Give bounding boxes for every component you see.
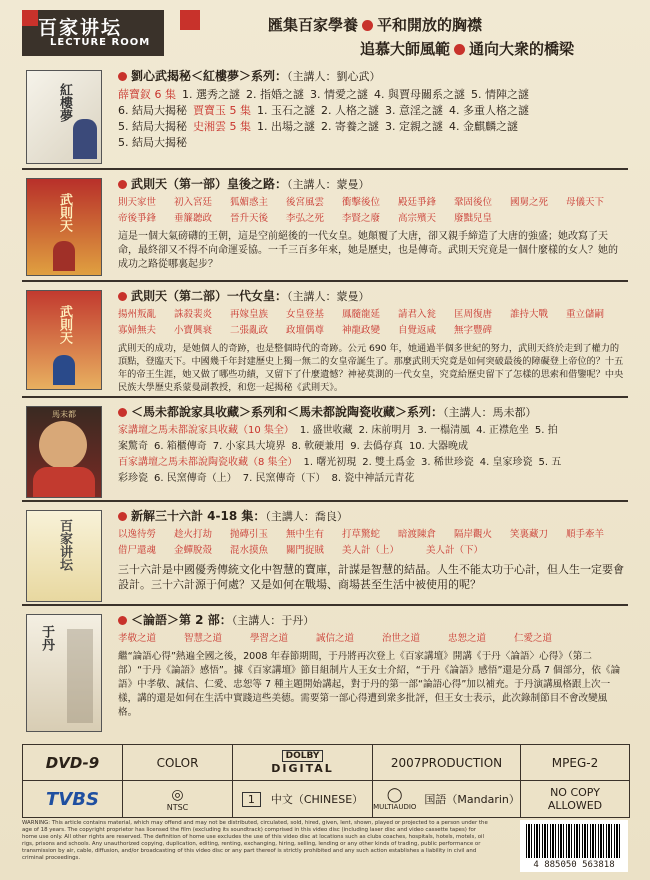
section-wuzetian-2 <box>22 284 628 398</box>
section-title: 劉心武揭秘＜紅樓夢＞系列：（主講人：劉心武） <box>118 68 624 85</box>
cover-thumbnail: 于丹 <box>26 614 102 732</box>
logo-red-square-right <box>180 10 200 30</box>
section-title: ＜馬未都說家具收藏＞系列和＜馬未都說陶瓷收藏＞系列：（主講人：馬未都） <box>118 404 624 421</box>
logo-subtitle: LECTURE ROOM <box>50 37 151 48</box>
episode-grid: 以逸待勞 趁火打劫 抛磚引玉 無中生有 打草驚蛇 暗渡陳倉 隔岸觀火 笑裏藏刀 順手牽羊 借尸還魂 金蟬脫殼 混水摸魚 關門捉賊 美人計（上） 美人計（下） <box>118 529 605 556</box>
episode-row: 5. 結局大揭秘 史湘雲 5 集 1. 出場之謎 2. 寄養之謎 3. 定親之謎 4. 金麒麟之謎 <box>118 120 518 133</box>
episode-row: 彩珍瓷 6. 民窯傳奇（上） 7. 民窯傳奇（下） 8. 瓷中神話元青花 <box>118 473 415 484</box>
section-title: 武則天（第一部）皇後之路：（主講人：蒙曼） <box>118 176 624 193</box>
mpeg-label: MPEG-2 <box>521 745 629 781</box>
section-hongloumeng <box>22 64 628 170</box>
slogan-line-1: 匯集百家學養 平和開放的胸襟 <box>268 16 483 34</box>
portrait-figure <box>53 355 75 385</box>
bullet-dot-icon <box>118 72 127 81</box>
audio-language: ◯ MULTIAUDIO 国語（Mandarin） <box>373 781 521 817</box>
portrait-figure <box>73 119 97 159</box>
cover-thumbnail: 馬未都 <box>26 406 102 498</box>
copyright-warning: WARNING: This article contains material, which may offend and may not be distributed, circulated, sold, hired, given, lent, shown, played or projected to a person under the age of 18 years. The copyright proprietor has licensed the film (excluding its soundtrack) comprised in this video disc (including laser disc and video cassette tapes) for home use only. All other rights are reserved. The definition of home use excludes the use of this video disc at locations such as clubs coaches, hospitals, hotels, motels, oil rigs, prisons and schools. Any unauthorized copying, duplication, editing, renting, exchanging, hiring, selling, lending or any other kinds of trading, public performance or transmission by air, cable, diffusion, and/or broadcasting of this video disc or any part thereof is strictly prohibited and any such action establishes a liability in civil and criminal proceedings. <box>22 820 488 861</box>
portrait-body <box>33 467 95 497</box>
section-description: 這是一個大氣磅礴的王朝，這是空前絕後的一代女皇。她顛覆了大唐，卻又親手締造了大唐的強盛；她改寫了天命，最終卻又不得不向命運妥協。一千三百多年來，她是歷史，也是傳奇。武則天究竟是一個什麼樣的女人？她的成功之路從哪裏起步？ <box>118 231 618 270</box>
section-title: 新解三十六計 4-18 集：（主講人：喬良） <box>118 508 624 525</box>
section-content <box>118 404 624 487</box>
bullet-dot-icon <box>454 44 465 55</box>
section-content <box>118 176 624 272</box>
multiaudio-icon: ◯ MULTIAUDIO <box>373 787 417 811</box>
barcode <box>520 820 628 872</box>
cover-thumbnail: 武則天 <box>26 290 102 390</box>
barcode-bars <box>526 824 622 858</box>
episode-row: 家講壇之馬未都說家具收藏（10 集全） 1. 盛世收藏 2. 床前明月 3. 一榻清風 4. 正襟危坐 5. 拍 <box>118 425 558 436</box>
region-icon: 1 <box>242 792 261 807</box>
region-language: 1 中文（CHINESE） <box>233 781 373 817</box>
dvd9-logo: DVD-9 <box>23 745 123 781</box>
cover-thumbnail: 武則天 <box>26 178 102 276</box>
episode-row: 百家講壇之馬未都說陶瓷收藏（8 集全） 1. 曙光初現 2. 雙土爲金 3. 稀世珍瓷 4. 皇家珍瓷 5. 五 <box>118 457 562 468</box>
bullet-dot-icon <box>118 616 127 625</box>
section-content <box>118 68 624 151</box>
section-content <box>118 612 624 720</box>
episode-row: 6. 結局大揭秘 賈寶玉 5 集 1. 玉石之謎 2. 人格之謎 3. 意淫之謎 4. 多重人格之謎 <box>118 104 529 117</box>
section-title: 武則天（第二部）一代女皇：（主講人：蒙曼） <box>118 288 624 305</box>
section-36-stratagems <box>22 504 628 606</box>
bullet-dot-icon <box>118 292 127 301</box>
section-lunyu <box>22 608 628 736</box>
episode-grid: 則天家世 初入宮廷 狐媚惑主 後宮風雲 衝擊後位 殿廷爭鋒 鞏固後位 國舅之死 母儀天下 帝後爭鋒 垂簾聽政 晉升天後 李弘之死 李賢之廢 高宗殯天 廢黜兒皇 <box>118 197 605 224</box>
slogan-line-2: 追慕大師風範 通向大衆的橋梁 <box>360 40 575 58</box>
portrait-figure <box>39 421 87 469</box>
bullet-dot-icon <box>118 512 127 521</box>
ntsc-logo: ◎ NTSC <box>123 781 233 817</box>
decorative-panel <box>67 629 93 723</box>
cover-thumbnail: 百家讲坛 <box>26 510 102 602</box>
dolby-logo: DOLBY DIGITAL <box>233 745 373 781</box>
bullet-dot-icon <box>118 180 127 189</box>
episode-row: 案驚奇 6. 箱櫃傳奇 7. 小家具大境界 8. 軟硬兼用 9. 去僞存真 10. 大器晚成 <box>118 441 469 452</box>
section-description: 繼“論語心得”熱遍全國之後，2008 年春節期間，于丹將再次登上《百家講壇》開講《于丹〈論語〉心得》（第二部）“于丹《論語》感悟”。據《百家講壇》節目組制片人王女士介紹，“于丹《論語》感悟”還是分爲 7 個部分，依《論語》中孝敬、誠信、仁愛、忠恕等 7 種主題開始講起，對于丹的第一部“論語心得”加以補充。于丹演講風格跟上次一樣，講的還是如何在生活中實踐這些美德。需要第一部心得遭到衆多批評，但王女士表示，此次錄制節目不會改變風格。 <box>118 651 621 718</box>
no-copy-label: NO COPY ALLOWED <box>547 786 603 812</box>
ntsc-icon: ◎ <box>171 786 184 803</box>
section-wuzetian-1 <box>22 172 628 282</box>
bullet-dot-icon <box>362 20 373 31</box>
section-mawaidu <box>22 400 628 502</box>
logo-title: 百家讲坛 <box>38 17 123 39</box>
color-label: COLOR <box>123 745 233 781</box>
cover-thumbnail: 紅樓夢 <box>26 70 102 164</box>
episode-row: 5. 結局大揭秘 <box>118 136 187 149</box>
spec-table <box>22 744 630 818</box>
barcode-number: 4 885050 563818 <box>533 860 615 870</box>
tvbs-logo: TVBS <box>23 781 123 817</box>
section-description: 三十六計是中國優秀傳統文化中智慧的寶庫，計謀是智慧的結晶。人生不能太功于心計，但人生一定要會設計。三十六計源于何處？又是如何在戰場、商場甚至生活中被使用的呢？ <box>118 563 624 591</box>
section-title: ＜論語＞第 2 部：（主講人：于丹） <box>118 612 624 629</box>
section-description: 武則天的成功，是她個人的奇跡，也是整個時代的奇跡。公元 690 年，她通過半個多世紀的努力，武則天終於走到了權力的頂點，登臨天下。中國幾千年封建歷史上獨一無二的女皇帝誕生了。那麼武則天究竟是如何突破最後的障礙登上帝位的？十五年的帝王生涯，她又做了哪些功績，又留下了什麼遺憾？神祕莫測的一代女皇，究竟給歷史留下了怎樣的思索和借鑒呢？中央民族大學歷史系蒙曼副教授，和您一起揭秘《武則天》。 <box>118 343 624 393</box>
episode-row: 薛寶釵 6 集 1. 選秀之謎 2. 指婚之謎 3. 情愛之謎 4. 與賈母關系之謎 5. 情陣之謎 <box>118 88 529 101</box>
section-content <box>118 288 624 394</box>
episode-grid: 孝敬之道 智慧之道 學習之道 誠信之道 治世之道 忠恕之道 仁愛之道 <box>118 633 553 644</box>
portrait-figure <box>53 241 75 271</box>
production-year: 2007PRODUCTION <box>373 745 521 781</box>
section-content <box>118 508 624 592</box>
logo-red-square <box>22 10 38 26</box>
episode-grid: 揚州叛亂 誅殺裴炎 再嫁皇族 女皇登基 鳳髓龍延 請君入瓮 匡周復唐 誰持大戰 重立儲嗣 寡婦無夫 小寶興衰 二張亂政 政壇偶尊 神龍政變 自覺返咸 無字豐碑 <box>118 309 605 336</box>
bullet-dot-icon <box>118 408 127 417</box>
